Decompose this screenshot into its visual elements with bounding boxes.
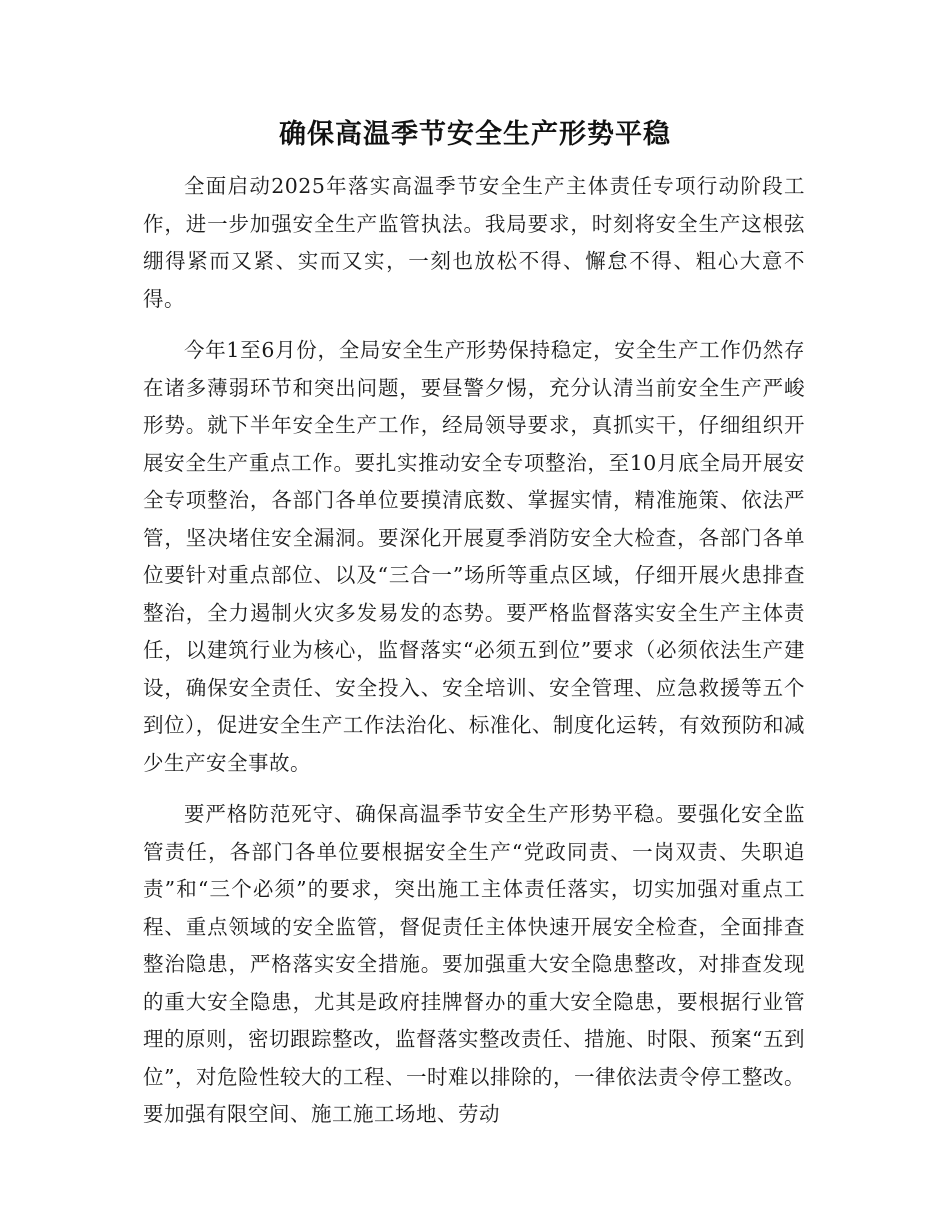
paragraph-1: 全面启动2025年落实高温季节安全生产主体责任专项行动阶段工作，进一步加强安全生产监管执法。我局要求，时刻将安全生产这根弦绷得紧而又紧、实而又实，一刻也放松不得、懈怠不得、粗心大意不得。 [143,174,805,311]
paragraph-3: 要严格防范死守、确保高温季节安全生产形势平稳。要强化安全监管责任，各部门各单位要根据安全生产“党政同责、一岗双责、失职追责”和“三个必须”的要求，突出施工主体责任落实，切实加强对重点工程、重点领域的安全监管，督促责任主体快速开展安全检查，全面排查整治隐患，严格落实安全措施。要加强重大安全隐患整改，对排查发现的重大安全隐患，尤其是政府挂牌督办的重大安全隐患，要根据行业管理的原则，密切跟踪整改，监督落实整改责任、措施、时限、预案“五到位”，对危险性较大的工程、一时难以排除的，一律依法责令停工整改。要加强有限空间、施工施工场地、劳动 [143,802,805,1126]
document-body [143,168,805,1134]
page-title: 确保高温季节安全生产形势平稳 [279,119,671,150]
paragraph-2: 今年1至6月份，全局安全生产形势保持稳定，安全生产工作仍然存在诸多薄弱环节和突出问题，要昼警夕惕，充分认清当前安全生产严峻形势。就下半年安全生产工作，经局领导要求，真抓实干，仔细组织开展安全生产重点工作。要扎实推动安全专项整治，至10月底全局开展安全专项整治，各部门各单位要摸清底数、掌握实情，精准施策、依法严管，坚决堵住安全漏洞。要深化开展夏季消防安全大检查，各部门各单位要针对重点部位、以及“三合一”场所等重点区域，仔细开展火患排查整治，全力遏制火灾多发易发的态势。要严格监督落实安全生产主体责任，以建筑行业为核心，监督落实“必须五到位”要求（必须依法生产建设，确保安全责任、安全投入、安全培训、安全管理、应急救援等五个到位），促进安全生产工作法治化、标准化、制度化运转，有效预防和减少生产安全事故。 [143,338,805,775]
